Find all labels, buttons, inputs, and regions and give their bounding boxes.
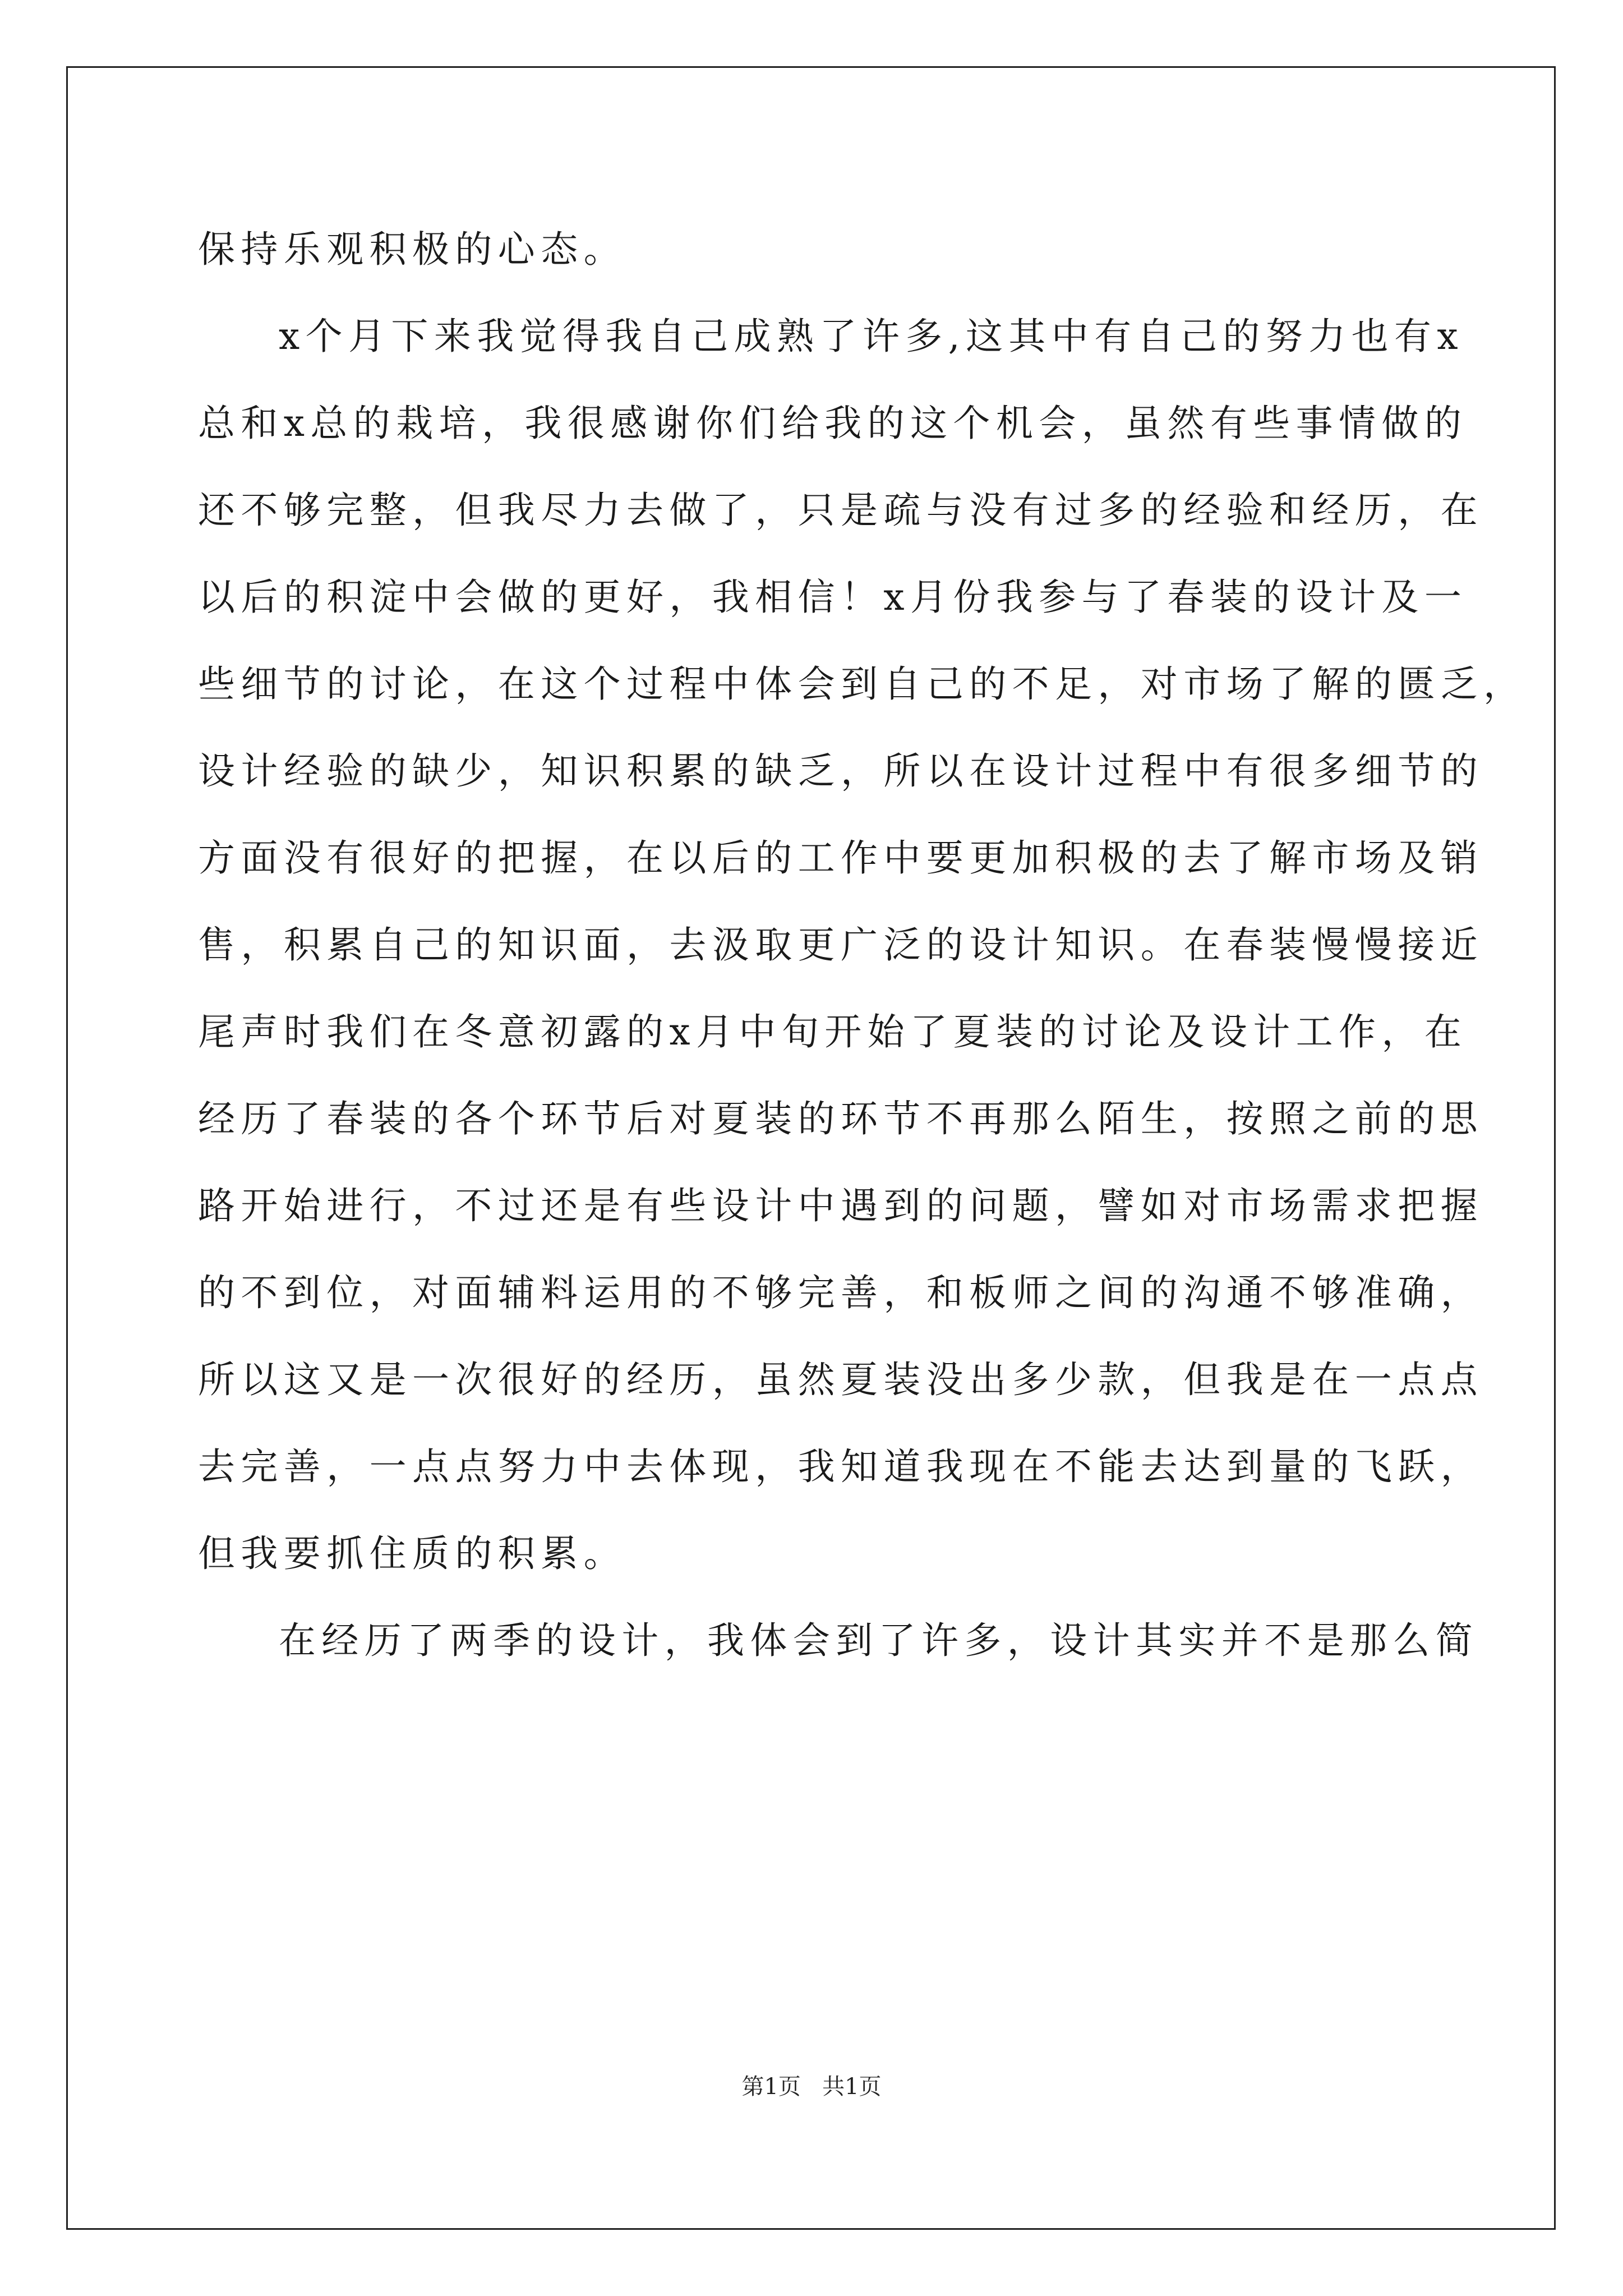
text-line: 些细节的讨论，在这个过程中体会到自己的不足，对市场了解的匮乏，: [198, 662, 1527, 706]
text-line: 所以这又是一次很好的经历，虽然夏装没出多少款，但我是在一点点: [198, 1358, 1483, 1401]
text-line: 售，积累自己的知识面，去汲取更广泛的设计知识。在春装慢慢接近: [198, 923, 1483, 967]
page-footer: [0, 2070, 1623, 2104]
text-line: 但我要抓住质的积累。: [198, 1532, 626, 1575]
text-line: 方面没有很好的把握，在以后的工作中要更加积极的去了解市场及销: [198, 836, 1483, 880]
text-line: 经历了春装的各个环节后对夏装的环节不再那么陌生，按照之前的思: [198, 1097, 1483, 1140]
text-line: 以后的积淀中会做的更好，我相信！x月份我参与了春装的设计及一: [198, 576, 1468, 619]
page-total: 共1页: [822, 2074, 882, 2100]
paragraph-start-line: x个月下来我觉得我自己成熟了许多,这其中有自己的努力也有x: [279, 315, 1464, 358]
text-line: 去完善，一点点努力中去体现，我知道我现在不能去达到量的飞跃，: [198, 1445, 1483, 1488]
paragraph-start-line: 在经历了两季的设计，我体会到了许多，设计其实并不是那么简: [279, 1619, 1479, 1662]
text-line: 设计经验的缺少，知识积累的缺乏，所以在设计过程中有很多细节的: [198, 749, 1483, 793]
text-line: 尾声时我们在冬意初露的x月中旬开始了夏装的讨论及设计工作，在: [198, 1010, 1468, 1053]
text-line: 保持乐观积极的心态。: [198, 228, 626, 271]
text-line: 总和x总的栽培，我很感谢你们给我的这个机会，虽然有些事情做的: [198, 402, 1468, 445]
page-number: 第1页: [741, 2074, 801, 2100]
text-line: 还不够完整，但我尽力去做了，只是疏与没有过多的经验和经历，在: [198, 489, 1483, 532]
text-line: 路开始进行，不过还是有些设计中遇到的问题，譬如对市场需求把握: [198, 1184, 1483, 1227]
text-line: 的不到位，对面辅料运用的不够完善，和板师之间的沟通不够准确，: [198, 1271, 1483, 1314]
